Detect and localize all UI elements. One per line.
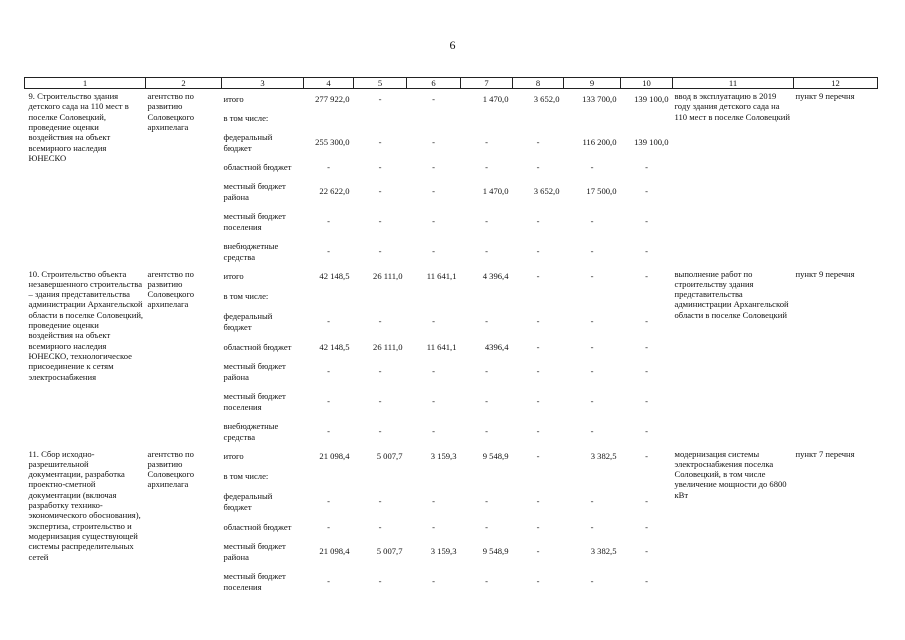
amount-cell: - <box>645 161 648 172</box>
amount-cell: - <box>536 426 540 437</box>
amount-cell: - <box>645 426 648 437</box>
column-header: 4 <box>304 78 354 89</box>
amount-cell: - <box>645 271 648 282</box>
amount-cell: - <box>327 366 330 377</box>
amount-cell: - <box>378 137 382 148</box>
amount-cell: - <box>485 366 488 377</box>
funding-source-label: в том числе: <box>223 470 269 481</box>
funding-source-label: местный бюджет района <box>223 181 286 202</box>
amount-cell: 26 111,0 <box>373 271 403 282</box>
funding-source-label: итого <box>223 93 244 104</box>
executor: агентство по развитию Соловецкого архипелага <box>147 448 195 490</box>
amount-cell: 21 098,4 <box>319 451 350 462</box>
amount-cell: - <box>645 496 648 507</box>
amount-cell <box>461 467 513 486</box>
amount-cell: - <box>432 246 435 257</box>
funding-source-label: местный бюджет поселения <box>223 391 286 412</box>
project-name: 9. Строительство здания детского сада на 110 мест в поселке Соловецкий, проведение оценки воздействия на объект всемирного наследия ЮНЕСКО <box>28 91 129 163</box>
reference-item: пункт 7 перечня <box>795 448 855 459</box>
amount-cell: 3 159,3 <box>430 546 457 557</box>
amount-cell: - <box>536 451 540 462</box>
amount-cell: - <box>432 521 435 532</box>
amount-cell: - <box>432 316 435 327</box>
expected-result: ввод в эксплуатацию в 2019 году здания детского сада на 110 мест в поселке Соловецкий <box>674 91 790 122</box>
amount-cell: - <box>645 366 648 377</box>
amount-cell: - <box>378 366 382 377</box>
amount-cell <box>621 467 673 486</box>
table-row <box>25 89 878 109</box>
amount-cell: - <box>485 216 488 227</box>
amount-cell <box>621 109 673 128</box>
amount-cell <box>354 287 407 306</box>
amount-cell <box>564 287 621 306</box>
amount-cell: - <box>536 137 540 148</box>
amount-cell: - <box>645 396 648 407</box>
amount-cell: - <box>536 271 540 282</box>
amount-cell <box>407 467 461 486</box>
funding-source-label: местный бюджет поселения <box>223 571 286 592</box>
amount-cell: - <box>378 216 382 227</box>
amount-cell: 133 700,0 <box>582 93 617 104</box>
amount-cell: 11 641,1 <box>426 341 457 352</box>
amount-cell: - <box>378 93 382 104</box>
column-header: 3 <box>222 78 304 89</box>
funding-source-label: внебюджетные средства <box>223 241 279 262</box>
amount-cell: - <box>645 521 648 532</box>
amount-cell: - <box>590 426 594 437</box>
project-name: 10. Строительство объекта незавершенного строительства – здания представительства администрации Архангельской области в поселке Соловецкий, проведение оценки воздействия на объект всемирного наследия ЮНЕСКО, технологическое присоединение к сетям электроснабжения <box>28 268 144 382</box>
amount-cell <box>354 467 407 486</box>
amount-cell: - <box>327 396 330 407</box>
amount-cell: - <box>432 426 435 437</box>
amount-cell: - <box>645 576 648 587</box>
amount-cell: - <box>485 316 488 327</box>
column-header: 6 <box>407 78 461 89</box>
amount-cell: - <box>536 396 540 407</box>
amount-cell: - <box>536 496 540 507</box>
funding-source-label: внебюджетные средства <box>223 421 279 442</box>
amount-cell: - <box>327 576 330 587</box>
budget-table <box>24 77 878 597</box>
amount-cell: - <box>645 216 648 227</box>
amount-cell: 3 382,5 <box>590 546 617 557</box>
amount-cell: - <box>327 216 330 227</box>
column-header: 7 <box>461 78 513 89</box>
amount-cell: - <box>485 426 488 437</box>
amount-cell: - <box>378 186 382 197</box>
funding-source-label: областной бюджет <box>223 341 292 352</box>
amount-cell: - <box>536 161 540 172</box>
funding-source-label: итого <box>223 271 244 282</box>
amount-cell: - <box>645 546 648 557</box>
funding-source-label: федеральный бюджет <box>223 491 273 512</box>
column-number-header <box>25 78 878 89</box>
column-header: 9 <box>564 78 621 89</box>
amount-cell: - <box>327 521 330 532</box>
funding-source-label: итого <box>223 451 244 462</box>
amount-cell: 5 007,7 <box>376 451 403 462</box>
amount-cell: - <box>485 246 488 257</box>
amount-cell: - <box>590 521 594 532</box>
header-row <box>25 78 878 89</box>
amount-cell: - <box>327 246 330 257</box>
table-row <box>25 447 878 467</box>
amount-cell: 4396,4 <box>484 341 509 352</box>
funding-source-label: местный бюджет поселения <box>223 211 286 232</box>
executor: агентство по развитию Соловецкого архипелага <box>147 91 195 132</box>
column-header: 5 <box>354 78 407 89</box>
amount-cell: 116 200,0 <box>582 137 617 148</box>
amount-cell: - <box>485 137 488 148</box>
column-header: 8 <box>513 78 564 89</box>
expected-result: модернизация системы электроснабжения поселка Соловецкий, в том числе увеличение мощности до 6800 кВт <box>674 448 787 500</box>
amount-cell: 255 300,0 <box>315 137 350 148</box>
amount-cell: - <box>432 93 435 104</box>
amount-cell <box>461 287 513 306</box>
amount-cell: 21 098,4 <box>319 546 350 557</box>
amount-cell: 9 548,9 <box>482 451 509 462</box>
amount-cell: - <box>590 246 594 257</box>
column-header: 1 <box>25 78 146 89</box>
amount-cell: - <box>645 341 648 352</box>
amount-cell: - <box>536 576 540 587</box>
amount-cell: 139 100,0 <box>634 93 669 104</box>
amount-cell: - <box>536 316 540 327</box>
amount-cell: - <box>590 341 594 352</box>
amount-cell <box>354 109 407 128</box>
amount-cell: - <box>485 396 488 407</box>
amount-cell: - <box>536 546 540 557</box>
amount-cell <box>513 287 564 306</box>
amount-cell <box>564 109 621 128</box>
amount-cell: - <box>536 521 540 532</box>
amount-cell: 139 100,0 <box>634 137 669 148</box>
amount-cell <box>564 467 621 486</box>
amount-cell: - <box>378 426 382 437</box>
amount-cell: - <box>432 396 435 407</box>
funding-source-label: местный бюджет района <box>223 361 286 382</box>
amount-cell: 277 922,0 <box>315 93 350 104</box>
reference-item: пункт 9 перечня <box>795 91 855 101</box>
amount-cell: - <box>432 186 435 197</box>
amount-cell: 9 548,9 <box>482 546 509 557</box>
amount-cell: - <box>432 161 435 172</box>
amount-cell: - <box>485 521 488 532</box>
table-row <box>25 267 878 287</box>
amount-cell: - <box>536 366 540 377</box>
amount-cell: 26 111,0 <box>373 341 403 352</box>
amount-cell: - <box>590 161 594 172</box>
amount-cell: 3 159,3 <box>430 451 457 462</box>
amount-cell: - <box>590 396 594 407</box>
amount-cell <box>461 109 513 128</box>
funding-source-label: местный бюджет района <box>223 541 286 562</box>
project-name: 11. Сбор исходно-разрешительной документации, разработка проектно-сметной документации (включая разработку технико-экономического обоснования), экспертиза, строительство и модернизация существующей системы распределительных сетей <box>28 448 141 562</box>
reference-item: пункт 9 перечня <box>795 268 855 279</box>
amount-cell: - <box>378 396 382 407</box>
amount-cell: - <box>590 366 594 377</box>
funding-source-label: в том числе: <box>223 112 269 123</box>
amount-cell: - <box>327 161 330 172</box>
amount-cell: - <box>378 161 382 172</box>
funding-source-label: областной бюджет <box>223 521 292 532</box>
amount-cell: 3 652,0 <box>533 93 560 104</box>
amount-cell: - <box>378 576 382 587</box>
amount-cell: - <box>432 216 435 227</box>
funding-source-label: федеральный бюджет <box>223 311 273 332</box>
amount-cell: - <box>645 316 648 327</box>
amount-cell: - <box>645 451 648 462</box>
budget-table-body <box>25 89 878 597</box>
amount-cell: - <box>536 246 540 257</box>
amount-cell: 5 007,7 <box>376 546 403 557</box>
amount-cell: - <box>485 496 488 507</box>
amount-cell <box>304 287 354 306</box>
amount-cell: 42 148,5 <box>319 341 350 352</box>
amount-cell: - <box>485 161 488 172</box>
amount-cell: - <box>378 246 382 257</box>
amount-cell: 11 641,1 <box>426 271 457 282</box>
amount-cell: - <box>536 341 540 352</box>
amount-cell: 3 652,0 <box>533 186 560 197</box>
amount-cell: - <box>327 316 330 327</box>
amount-cell <box>304 467 354 486</box>
amount-cell <box>621 287 673 306</box>
amount-cell <box>513 109 564 128</box>
amount-cell: 17 500,0 <box>586 186 617 197</box>
column-header: 10 <box>621 78 673 89</box>
funding-source-label: областной бюджет <box>223 161 292 172</box>
page-number: 6 <box>449 38 456 52</box>
amount-cell: - <box>645 186 648 197</box>
amount-cell <box>513 467 564 486</box>
amount-cell: 42 148,5 <box>319 271 350 282</box>
column-header: 2 <box>146 78 222 89</box>
amount-cell: 4 396,4 <box>482 271 509 282</box>
funding-source-label: федеральный бюджет <box>223 132 273 153</box>
funding-source-label: в том числе: <box>223 290 269 301</box>
amount-cell <box>407 109 461 128</box>
amount-cell: - <box>378 521 382 532</box>
executor: агентство по развитию Соловецкого архипелага <box>147 268 195 310</box>
amount-cell: - <box>536 216 540 227</box>
amount-cell: - <box>485 576 488 587</box>
amount-cell: 1 470,0 <box>482 93 509 104</box>
amount-cell <box>304 109 354 128</box>
amount-cell: 1 470,0 <box>482 186 509 197</box>
amount-cell: - <box>590 496 594 507</box>
amount-cell: - <box>327 496 330 507</box>
amount-cell: - <box>378 496 382 507</box>
amount-cell: - <box>590 316 594 327</box>
amount-cell: - <box>590 576 594 587</box>
amount-cell: - <box>590 216 594 227</box>
amount-cell: - <box>645 246 648 257</box>
amount-cell: - <box>432 137 435 148</box>
amount-cell: - <box>378 316 382 327</box>
amount-cell: - <box>432 576 435 587</box>
amount-cell: 22 622,0 <box>319 186 350 197</box>
amount-cell: 3 382,5 <box>590 451 617 462</box>
column-header: 11 <box>673 78 794 89</box>
column-header: 12 <box>794 78 878 89</box>
amount-cell: - <box>432 496 435 507</box>
amount-cell: - <box>590 271 594 282</box>
amount-cell: - <box>432 366 435 377</box>
amount-cell: - <box>327 426 330 437</box>
amount-cell <box>407 287 461 306</box>
expected-result: выполнение работ по строительству здания представительства администрации Архангельской области в поселке Соловецкий <box>674 268 789 320</box>
